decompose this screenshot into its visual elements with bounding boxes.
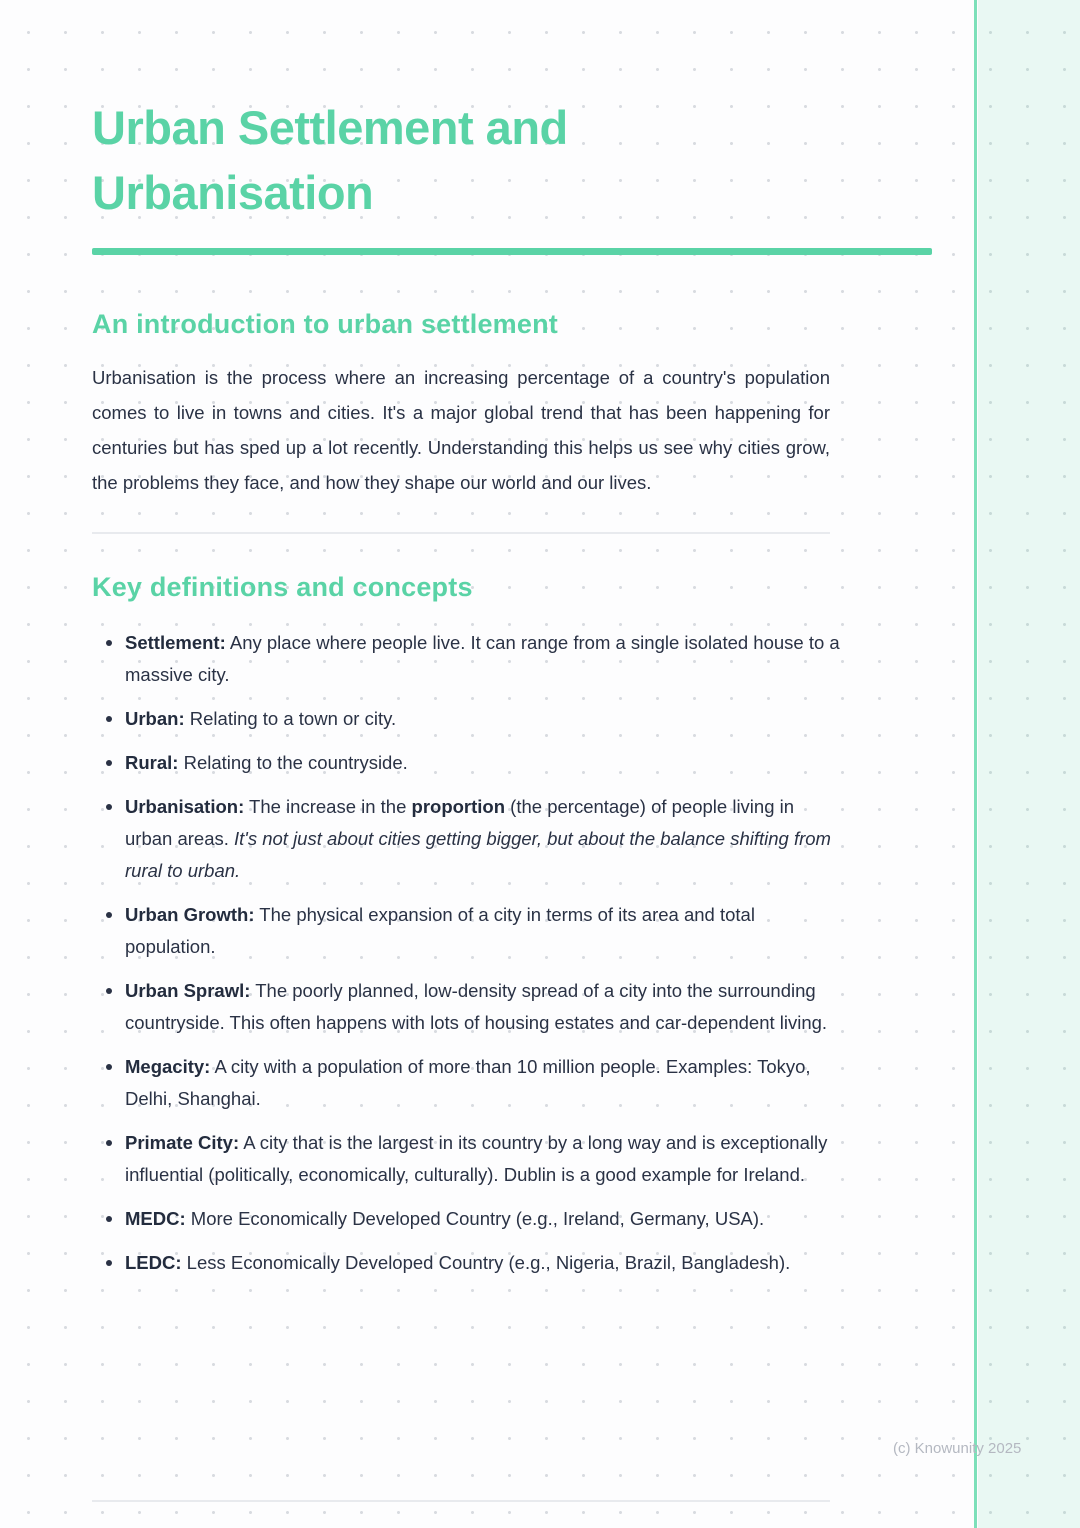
- definition-item-urban-sprawl: [92, 975, 840, 1039]
- definition-term: Primate City:: [125, 1131, 240, 1153]
- definition-term: MEDC:: [125, 1207, 186, 1229]
- definitions-list: [92, 627, 840, 1279]
- definition-term: Settlement:: [125, 631, 226, 653]
- definition-term: Megacity:: [125, 1055, 211, 1077]
- definition-text: The physical expansion of a city in terms of its area and total population.: [125, 903, 755, 957]
- definition-term: Rural:: [125, 751, 179, 773]
- definition-term: LEDC:: [125, 1251, 182, 1273]
- definition-item-rural: [92, 747, 840, 779]
- definition-term: Urbanisation:: [125, 795, 245, 817]
- definition-bold-word: proportion: [411, 795, 506, 817]
- page-content: [92, 0, 937, 1291]
- definition-term: Urban Growth:: [125, 903, 255, 925]
- page-title: Urban Settlement and Urbanisation: [92, 101, 568, 219]
- intro-paragraph: Urbanisation is the process where an increasing percentage of a country's population comes to live in towns and cities. It's a major global trend that has been happening for centuries but has sped up a lot recently. Understanding this helps us see why cities grow, the problems they face, and how they shape our world and our lives.: [92, 366, 830, 493]
- definition-item-medc: [92, 1203, 840, 1235]
- definition-text: Less Economically Developed Country (e.g., Nigeria, Brazil, Bangladesh).: [181, 1251, 791, 1273]
- definition-item-urban-growth: [92, 899, 840, 963]
- bottom-divider: [92, 1500, 830, 1502]
- definition-item-urbanisation: [92, 791, 840, 887]
- definition-item-settlement: [92, 627, 840, 691]
- definition-text: More Economically Developed Country (e.g., Ireland, Germany, USA).: [185, 1207, 765, 1229]
- title-underline: [92, 248, 932, 255]
- definition-text: Any place where people live. It can range from a single isolated house to a massive city.: [125, 631, 840, 685]
- definition-text: A city with a population of more than 10 million people. Examples: Tokyo, Delhi, Shanghai.: [125, 1055, 811, 1109]
- section-heading-definitions: Key definitions and concepts: [92, 571, 473, 602]
- section-divider: [92, 532, 830, 534]
- section-heading-intro: An introduction to urban settlement: [92, 308, 558, 339]
- definition-text: The poorly planned, low-density spread of a city into the surrounding countryside. This often happens with lots of housing estates and car-dependent living.: [125, 979, 828, 1033]
- definition-text: Relating to a town or city.: [184, 707, 397, 729]
- definition-item-primate-city: [92, 1127, 840, 1191]
- definition-term: Urban:: [125, 707, 185, 729]
- page-footer: (c) Knowunity 2025: [893, 1440, 1022, 1457]
- definition-term: Urban Sprawl:: [125, 979, 251, 1001]
- definition-item-megacity: [92, 1051, 840, 1115]
- definition-text: (the percentage) of people living in urban areas.: [125, 795, 795, 849]
- definition-text: The increase in the: [244, 795, 412, 817]
- definition-text: Relating to the countryside.: [178, 751, 408, 773]
- definition-text: A city that is the largest in its country by a long way and is exceptionally influential (politically, economically, culturally). Dublin is a good example for Ireland.: [125, 1131, 828, 1185]
- definition-italic-note: It's not just about cities getting bigger, but about the balance shifting from rural to urban.: [125, 827, 831, 881]
- definition-item-urban: [92, 703, 840, 735]
- right-accent-line: [974, 0, 977, 1528]
- definition-item-ledc: [92, 1247, 840, 1279]
- right-accent-band: [978, 0, 1080, 1528]
